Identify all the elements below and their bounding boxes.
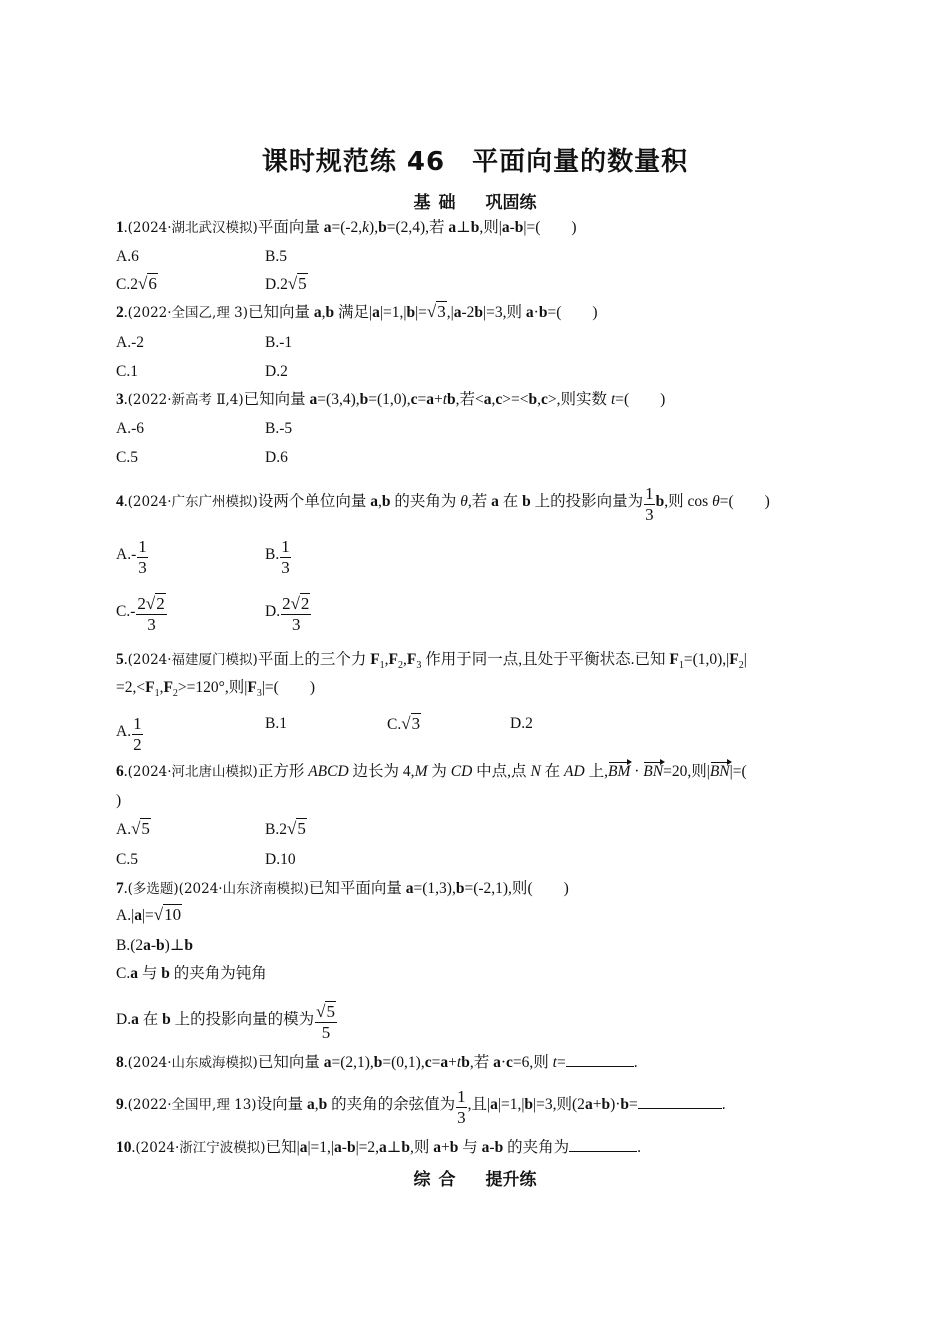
question-2-option-c: C.1 [116,363,138,380]
question-1-option-a: A.6 [116,248,139,265]
question-1-option-d: D.2√5 [265,274,307,293]
question-2: 2.(2022·全国乙,理 3)已知向量 a,b 满足|a|=1,|b|=√3,|a-2b|=3,则 a·b=( ) [116,302,598,321]
question-1-option-b: B.5 [265,248,287,265]
question-6-option-a: A.√5 [116,819,150,838]
question-7-option-d: D.a 在 b 上的投影向量的模为 $\frac{√5}{5}$ [116,1002,335,1042]
question-2-option-a: A.-2 [116,334,144,351]
question-7-option-a: A.|a|=√10 [116,905,182,924]
question-1: 1.(2024·湖北武汉模拟)平面向量 a=(-2,k),b=(2,4),若 a⊥b,则|a-b|=( ) [116,219,577,236]
question-9: 9.(2022·全国甲,理 13)设向量 a,b 的夹角的余弦值为 $\frac{1}{3}$ ,且|a|=1,|b|=3,则(2a+b)·b= . [116,1087,726,1127]
question-6-line-2: ) [116,792,122,809]
question-2-option-b: B.-1 [265,334,293,351]
question-4-option-c: C.- $\frac{2√2}{3}$ [116,594,165,634]
question-5-option-d: D.2 [510,715,533,732]
question-5: 5.(2024·福建厦门模拟)平面上的三个力 $F_1,F_2,F_3$ 作用于同一点,且处于平衡状态.已知 $F_1=(1,0),|F_2|$ [116,651,747,672]
answer-blank[interactable] [638,1094,722,1109]
question-5-option-b: B.1 [265,715,287,732]
question-8: 8.(2024·山东威海模拟)已知向量 a=(2,1),b=(0,1),c=a+tb,若 a·c=6,则 t= . [116,1054,638,1071]
question-2-option-d: D.2 [265,363,288,380]
question-7: 7.(多选题)(2024·山东济南模拟)已知平面向量 a=(1,3),b=(-2,1),则( ) [116,880,569,897]
question-4: 4.(2024·广东广州模拟)设两个单位向量 a,b 的夹角为 θ,若 a 在 b 上的投影向量为 $\frac{1}{3}$ b,则 cos θ=( ) [116,484,770,524]
question-1-option-c: C.2√6 [116,274,157,293]
question-3-option-c: C.5 [116,449,138,466]
question-5-option-a: A. $\frac{1}{2}$ [116,714,142,754]
question-4-option-a: A.- $\frac{1}{3}$ [116,537,147,577]
question-6: 6.(2024·河北唐山模拟)正方形 ABCD 边长为 4,M 为 CD 中点,点 N 在 AD 上,BM · BN=20,则|BN|=( [116,763,747,780]
question-7-option-c: C.a 与 b 的夹角为钝角 [116,965,267,982]
question-3: 3.(2022·新高考 Ⅱ,4)已知向量 a=(3,4),b=(1,0),c=a+tb,若<a,c>=<b,c>,则实数 t=( ) [116,391,666,408]
question-3-option-d: D.6 [265,449,288,466]
question-5-option-c: C.√3 [387,714,421,733]
question-3-option-b: B.-5 [265,420,293,437]
page-title: 课时规范练 46 平面向量的数量积 [261,147,689,177]
section-heading-advanced: 综合 提升练 [413,1170,537,1190]
fraction: $\frac{1}{3}$ [645,484,654,524]
question-3-option-a: A.-6 [116,420,144,437]
question-4-option-d: D. $\frac{2√2}{3}$ [265,594,310,634]
question-6-option-d: D.10 [265,851,296,868]
question-5-line-2: $=2,<F_1,F_2>=120^\circ$,则$|F_3|=$( ) [116,679,315,700]
question-6-option-c: C.5 [116,851,138,868]
question-10: 10.(2024·浙江宁波模拟)已知|a|=1,|a-b|=2,a⊥b,则 a+b 与 a-b 的夹角为 . [116,1139,641,1156]
answer-blank[interactable] [569,1137,637,1152]
question-6-option-b: B.2√5 [265,819,306,838]
question-7-option-b: B.(2a-b)⊥b [116,937,194,954]
section-heading-basic: 基础 巩固练 [413,193,537,213]
answer-blank[interactable] [566,1052,634,1067]
question-4-option-b: B. $\frac{1}{3}$ [265,537,290,577]
